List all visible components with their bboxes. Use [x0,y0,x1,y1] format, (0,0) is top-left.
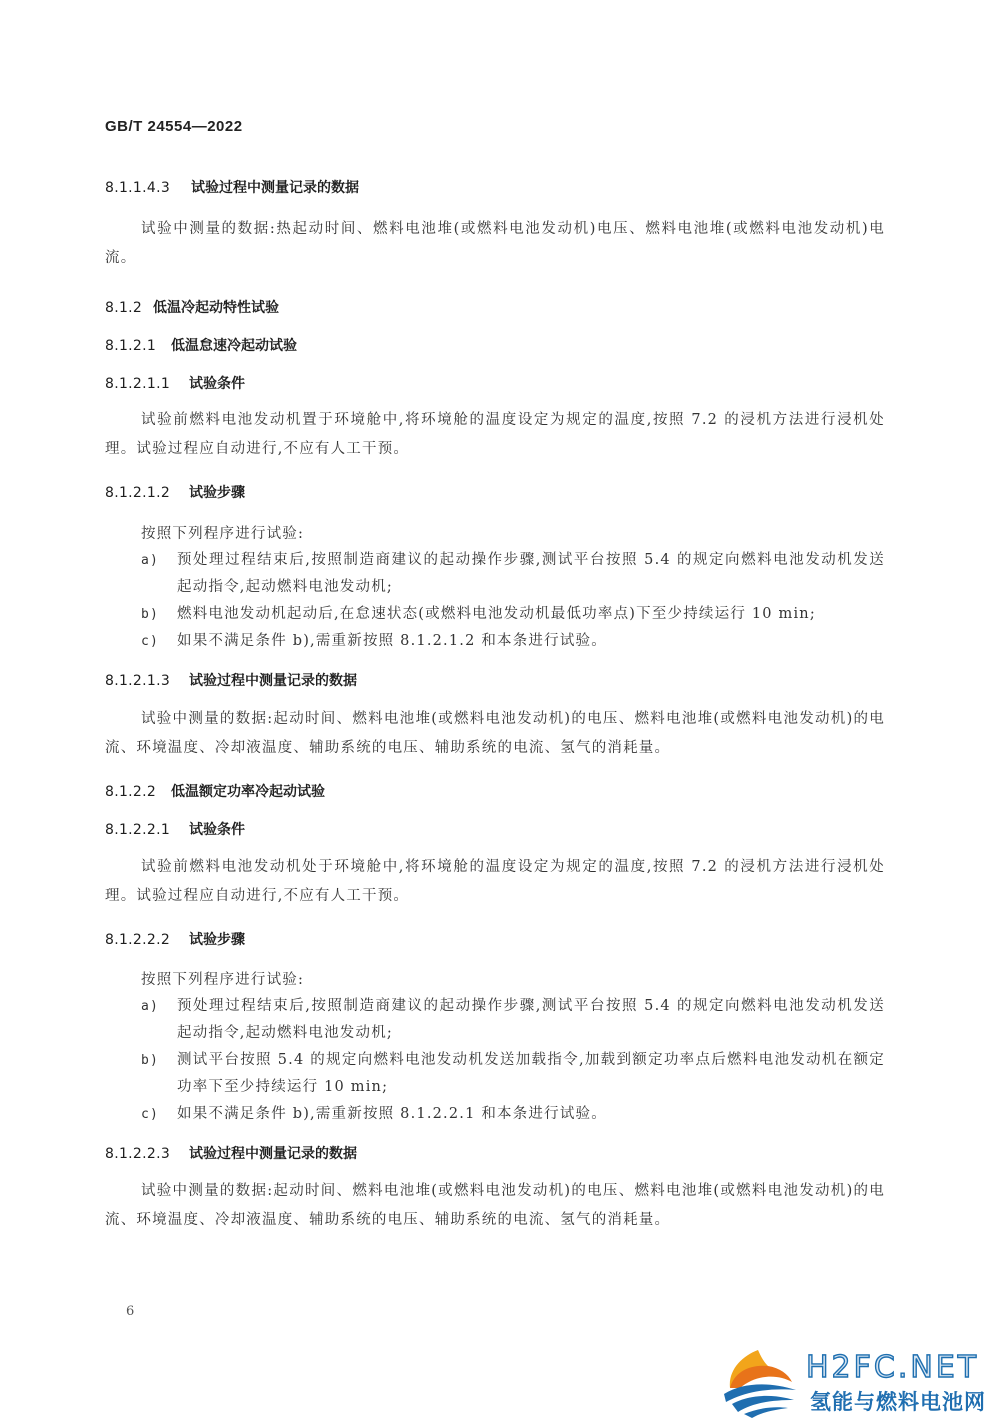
section-title: 低温怠速冷起动试验 [171,338,297,354]
watermark-logo [718,1344,998,1422]
section-number: 8.1.2.2.2 [105,932,171,948]
section-heading-8-1-2-1-1 [105,374,885,394]
section-heading-8-1-2-2 [105,782,885,802]
section-number: 8.1.2.1.2 [105,485,171,501]
section-number: 8.1.2.2.3 [105,1146,171,1162]
section-title: 试验条件 [189,822,245,838]
list-item [105,601,885,628]
section-title: 试验步骤 [189,932,245,948]
section-number: 8.1.2.1.1 [105,376,171,392]
watermark-subtitle: 氢能与燃料电池网 [810,1390,986,1414]
list-intro: 按照下列程序进行试验: [141,972,305,988]
section-title: 低温冷起动特性试验 [153,300,279,316]
section-number: 8.1.2.2 [105,784,157,800]
section-title: 试验过程中测量记录的数据 [189,673,357,689]
list-text: 如果不满足条件 b),需重新按照 8.1.2.2.1 和本条进行试验。 [177,1106,607,1122]
list-text: 如果不满足条件 b),需重新按照 8.1.2.1.2 和本条进行试验。 [177,633,607,649]
section-heading-8-1-2 [105,298,885,318]
list-text: 测试平台按照 5.4 的规定向燃料电池发动机发送加载指令,加载到额定功率点后燃料电池发动机在额定功率下至少持续运行 10 min; [177,1052,885,1095]
list-marker: b) [141,1053,160,1068]
standard-number: GB/T 24554—2022 [105,118,243,135]
section-number: 8.1.2.1.3 [105,673,171,689]
list-text: 预处理过程结束后,按照制造商建议的起动操作步骤,测试平台按照 5.4 的规定向燃料电池发动机发送起动指令,起动燃料电池发动机; [177,998,885,1041]
section-heading-8-1-2-2-2 [105,930,885,950]
list-item [105,628,885,655]
section-number: 8.1.2.2.1 [105,822,171,838]
section-number: 8.1.2.1 [105,338,157,354]
list-text: 燃料电池发动机起动后,在怠速状态(或燃料电池发动机最低功率点)下至少持续运行 10 min; [177,606,816,622]
list-marker: a) [141,553,160,568]
paragraph: 试验中测量的数据:起动时间、燃料电池堆(或燃料电池发动机)的电压、燃料电池堆(或燃料电池发动机)的电流、环境温度、冷却液温度、辅助系统的电压、辅助系统的电流、氢气的消耗量。 [105,711,885,756]
section-title: 试验过程中测量记录的数据 [189,1146,357,1162]
list-intro: 按照下列程序进行试验: [141,526,305,542]
section-title: 低温额定功率冷起动试验 [171,784,325,800]
section-title: 试验条件 [189,376,245,392]
list-marker: c) [141,1107,160,1122]
section-heading-8-1-2-2-1 [105,820,885,840]
section-number: 8.1.1.4.3 [105,180,171,196]
section-number: 8.1.2 [105,300,143,316]
section-heading-8-1-2-1 [105,336,885,356]
paragraph: 试验中测量的数据:热起动时间、燃料电池堆(或燃料电池发动机)电压、燃料电池堆(或燃料电池发动机)电流。 [105,221,885,266]
paragraph: 试验前燃料电池发动机置于环境舱中,将环境舱的温度设定为规定的温度,按照 7.2 的浸机方法进行浸机处理。试验过程应自动进行,不应有人工干预。 [105,412,885,457]
list-text: 预处理过程结束后,按照制造商建议的起动操作步骤,测试平台按照 5.4 的规定向燃料电池发动机发送起动指令,起动燃料电池发动机; [177,552,885,595]
flame-wave-logo-icon [718,1344,802,1418]
section-heading-8-1-2-1-2 [105,483,885,503]
page-number: 6 [126,1304,135,1319]
watermark-title: H2FC.NET [806,1350,980,1385]
section-title: 试验过程中测量记录的数据 [191,180,359,196]
section-title: 试验步骤 [189,485,245,501]
paragraph: 试验中测量的数据:起动时间、燃料电池堆(或燃料电池发动机)的电压、燃料电池堆(或燃料电池发动机)的电流、环境温度、冷却液温度、辅助系统的电压、辅助系统的电流、氢气的消耗量。 [105,1183,885,1228]
list-item [105,547,885,601]
list-marker: b) [141,607,160,622]
list-item [105,1047,885,1101]
section-heading-8-1-1-4-3 [105,178,885,198]
list-item [105,993,885,1047]
paragraph: 试验前燃料电池发动机处于环境舱中,将环境舱的温度设定为规定的温度,按照 7.2 的浸机方法进行浸机处理。试验过程应自动进行,不应有人工干预。 [105,859,885,904]
list-marker: a) [141,999,160,1014]
section-heading-8-1-2-1-3 [105,671,885,691]
section-heading-8-1-2-2-3 [105,1144,885,1164]
list-marker: c) [141,634,160,649]
list-item [105,1101,885,1128]
document-body [105,178,885,1235]
